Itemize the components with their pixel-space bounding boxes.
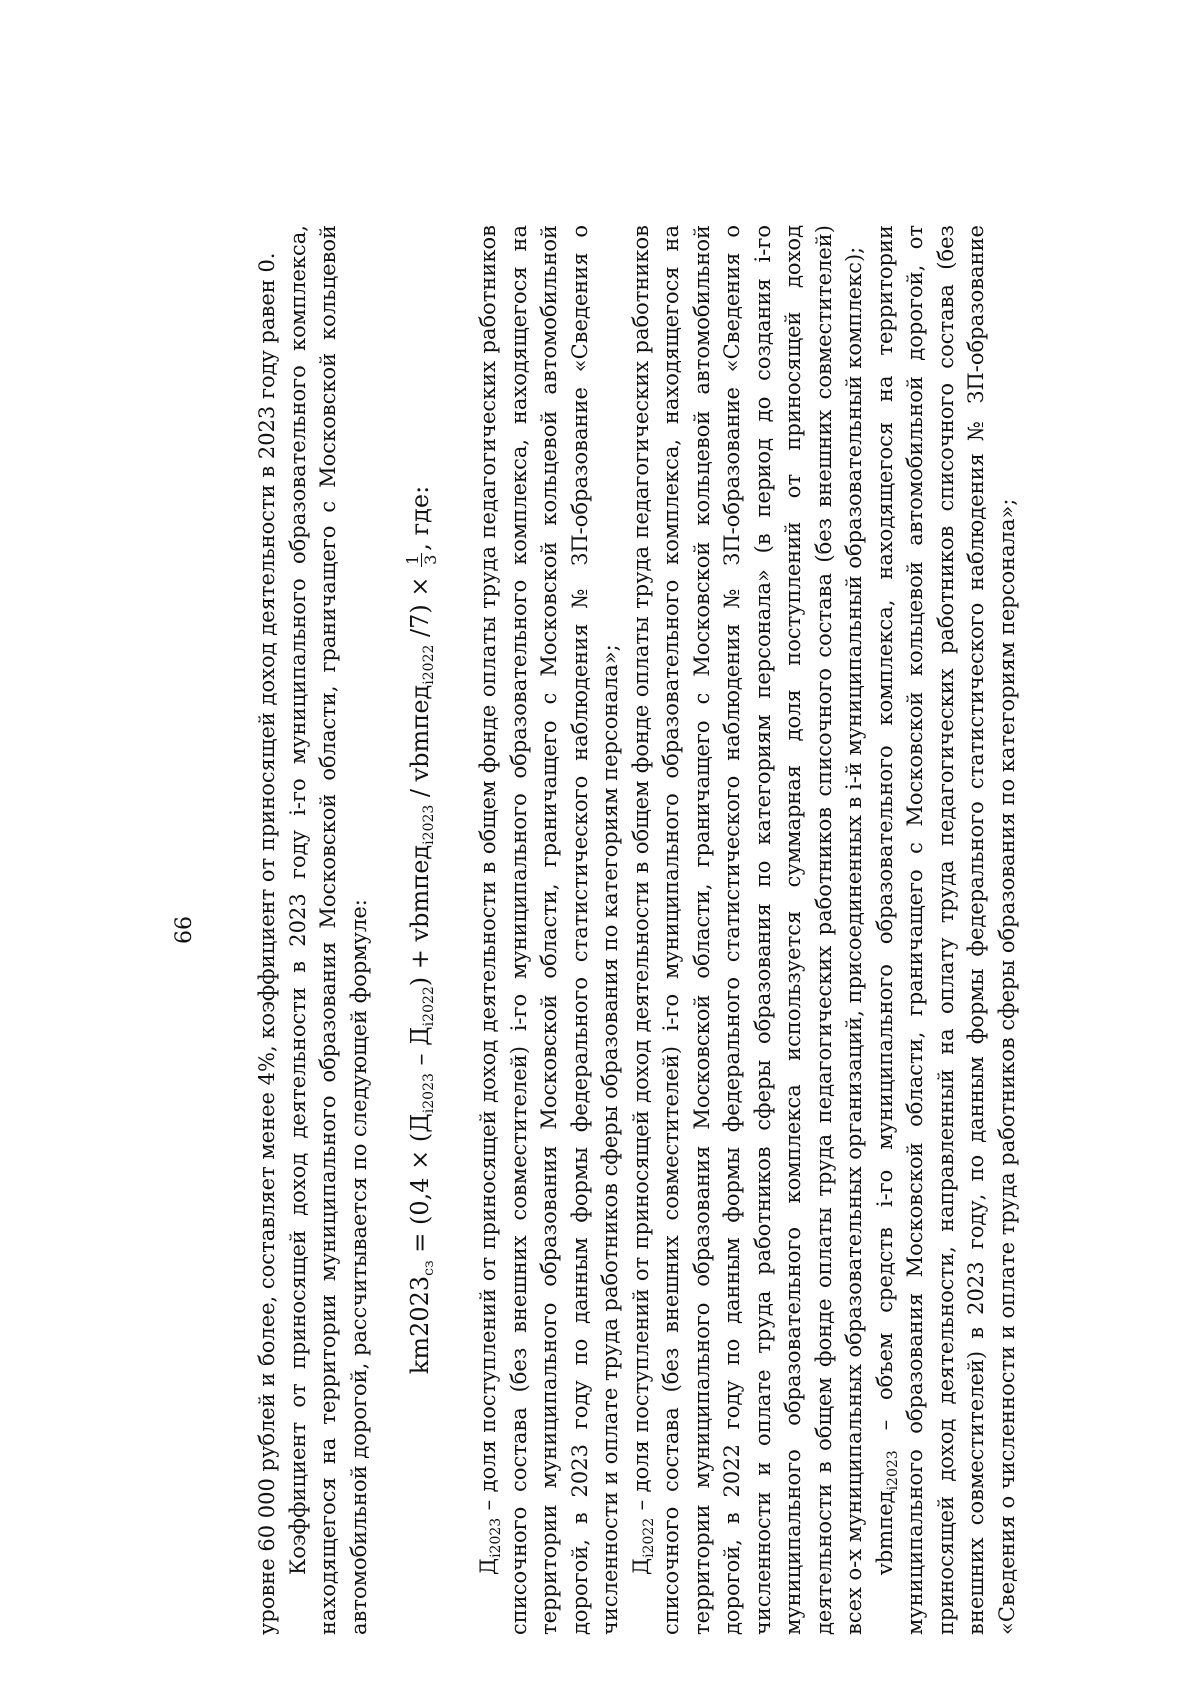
definition-text: – доля поступлений от приносящей доход деятельности в общем фонде оплаты труда педагогических работников списочного состава (без внешних совместителей) i-го муниципального образовательного комплекса, находящегося на территории муниципального образования Московской области, граничащего с Московской кольцевой автомобильной дорогой, в 2023 году по данным формы федерального статистического наблюдения № ЗП-образование «Сведения о численности и оплате труда работников сферы образования по категориям персонала»; <box>476 225 622 1635</box>
formula-fraction <box>404 553 439 567</box>
formula-end: , где: <box>406 485 434 551</box>
term-vbm-sub: i2023 <box>884 1450 901 1491</box>
term-d: Д <box>628 1557 653 1575</box>
term-d-sub: i2023 <box>488 1517 504 1558</box>
formula-part: = (0,4 × (Д <box>406 1113 434 1261</box>
formula-sub: i2022 <box>421 644 437 685</box>
fraction-denominator: 3 <box>421 554 440 565</box>
formula-lhs: km2023 <box>406 1275 434 1375</box>
formula-lhs-sub: сз <box>421 1260 437 1276</box>
formula-part: /7) × <box>406 568 434 645</box>
term-vbm: vbmпед <box>872 1490 897 1575</box>
fraction-numerator: 1 <box>403 554 422 565</box>
formula-sub: i2023 <box>421 804 437 845</box>
formula-sub: i2023 <box>421 1073 437 1114</box>
paragraph-coefficient-intro: Коэффициент от приносящей доход деятельности в 2023 году i-го муниципального образовательного комплекса, находящегося на территории муниципального образования Московской области, граничащего с Московской кольцевой автомобильной дорогой, рассчитывается по следующей формуле: <box>285 225 371 1635</box>
formula <box>404 225 439 1635</box>
formula-sub: i2022 <box>421 986 437 1027</box>
rotated-content <box>170 225 1030 1635</box>
formula-part: ) + vbmпед <box>406 844 434 987</box>
definition-vbm <box>870 225 1023 1635</box>
paragraph-continuation: уровне 60 000 рублей и более, составляет менее 4%, коэффициент от приносящей доход деятельности в 2023 году равен 0. <box>255 252 279 1635</box>
term-d-sub: i2022 <box>640 1517 657 1558</box>
formula-part: / vbmпед <box>406 684 434 805</box>
definition-d2023 <box>473 225 626 1635</box>
definition-text: – объем средств i-го муниципального образовательного комплекса, находящегося на территории муниципального образования Московской области, граничащего с Московской кольцевой автомобильной дорогой, от приносящей доход деятельности, направленный на оплату труда педагогических работников списочного состава (без внешних совместителей) в 2023 году, по данным формы федерального статистического наблюдения № ЗП-образование «Сведения о численности и оплате труда работников сферы образования по категориям персонала»; <box>872 225 1019 1635</box>
document-body <box>252 225 1022 1635</box>
page-number: 66 <box>172 916 197 944</box>
term-d: Д <box>476 1557 500 1575</box>
definition-d2022 <box>626 225 870 1635</box>
formula-part: – Д <box>406 1026 434 1074</box>
definition-text: – доля поступлений от приносящей доход деятельности в общем фонде оплаты труда педагогических работников списочного состава (без внешних совместителей) i-го муниципального образовательного комплекса, находящегося на территории муниципального образования Московской области, граничащего с Московской кольцевой автомобильной дорогой, в 2022 году по данным формы федерального статистического наблюдения № ЗП-образование «Сведения о численности и оплате труда работников сферы образования по категориям персонала» (в период до создания i-го муниципального образовательного комплекса используется суммарная доля поступлений от приносящей доход деятельности в общем фонде оплаты труда педагогических работников списочного состава (без внешних совместителей) всех о-х муниципальных образовательных организаций, присоединенных в i-й муниципальный образовательный комплекс); <box>628 225 866 1635</box>
